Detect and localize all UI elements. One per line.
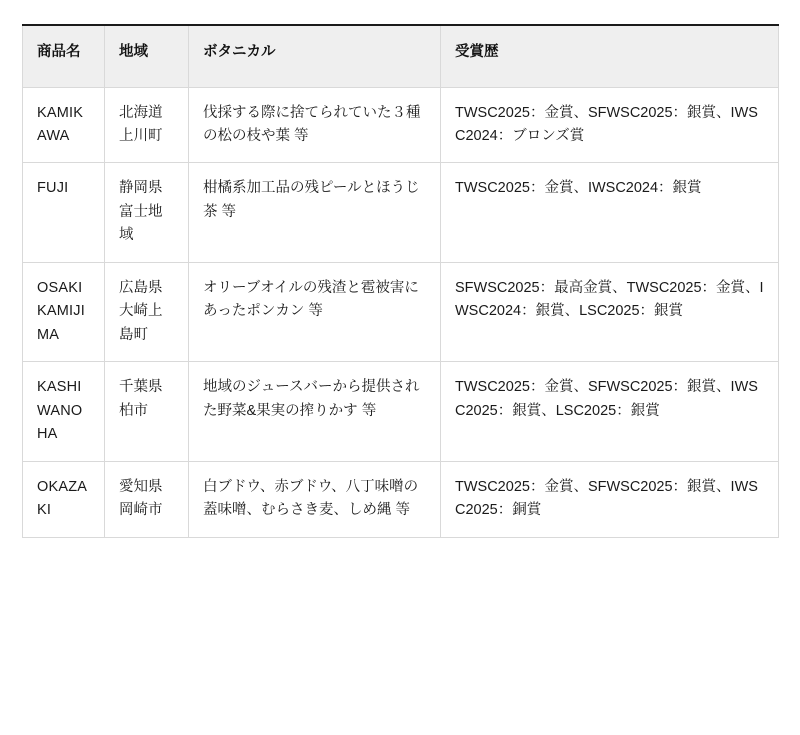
cell-botanical: 柑橘系加工品の残ピールとほうじ茶 等: [189, 163, 441, 262]
table-row: [23, 461, 779, 537]
cell-awards: TWSC2025：金賞、SFWSC2025：銀賞、IWSC2024：ブロンズ賞: [441, 87, 779, 163]
table-row: [23, 87, 779, 163]
cell-botanical: オリーブオイルの残渣と雹被害にあったポンカン 等: [189, 262, 441, 361]
table-header-row: [23, 25, 779, 87]
cell-region: 千葉県 柏市: [105, 362, 189, 461]
cell-awards: TWSC2025：金賞、SFWSC2025：銀賞、IWSC2025：銀賞、LSC2025：銀賞: [441, 362, 779, 461]
product-table: [22, 24, 779, 538]
column-header-product-name: 商品名: [23, 25, 105, 87]
cell-botanical: 伐採する際に捨てられていた３種の松の枝や葉 等: [189, 87, 441, 163]
table-row: [23, 262, 779, 361]
cell-product-name: OKAZAKI: [23, 461, 105, 537]
cell-botanical: 白ブドウ、赤ブドウ、八丁味噌の蓋味噌、むらさき麦、しめ縄 等: [189, 461, 441, 537]
cell-region: 静岡県 富士地域: [105, 163, 189, 262]
cell-product-name: KASHIWANOHA: [23, 362, 105, 461]
cell-region: 北海道 上川町: [105, 87, 189, 163]
table-row: [23, 362, 779, 461]
cell-product-name: FUJI: [23, 163, 105, 262]
cell-awards: SFWSC2025：最高金賞、TWSC2025：金賞、IWSC2024：銀賞、LSC2025：銀賞: [441, 262, 779, 361]
cell-product-name: OSAKIKAMIJIMA: [23, 262, 105, 361]
cell-region: 広島県 大崎上島町: [105, 262, 189, 361]
column-header-region: 地域: [105, 25, 189, 87]
column-header-botanical: ボタニカル: [189, 25, 441, 87]
cell-product-name: KAMIKAWA: [23, 87, 105, 163]
cell-botanical: 地域のジュースバーから提供された野菜&果実の搾りかす 等: [189, 362, 441, 461]
cell-region: 愛知県 岡崎市: [105, 461, 189, 537]
table-body: [23, 87, 779, 537]
table-row: [23, 163, 779, 262]
table-header: [23, 25, 779, 87]
cell-awards: TWSC2025：金賞、IWSC2024：銀賞: [441, 163, 779, 262]
column-header-awards: 受賞歴: [441, 25, 779, 87]
cell-awards: TWSC2025：金賞、SFWSC2025：銀賞、IWSC2025：銅賞: [441, 461, 779, 537]
